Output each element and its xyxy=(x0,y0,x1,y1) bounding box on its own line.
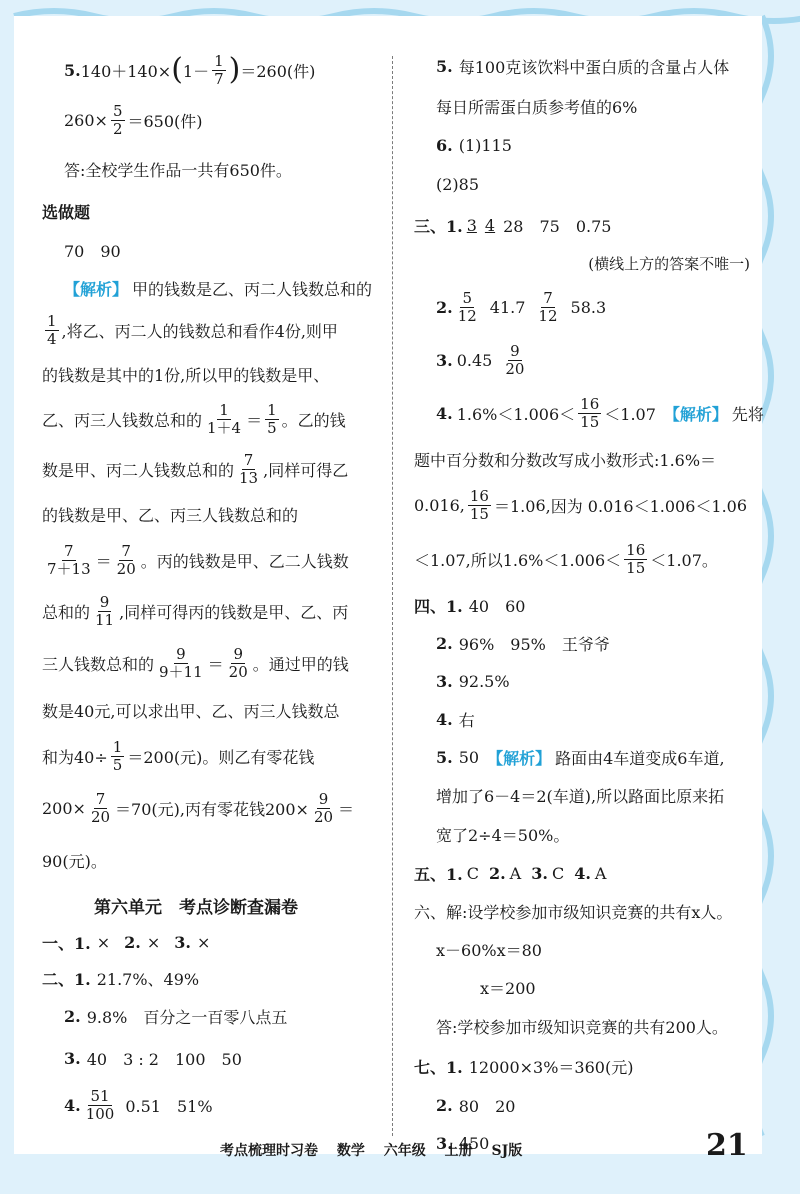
unit-title: 第六单元 考点诊断查漏卷 xyxy=(94,897,298,918)
analysis-p12: 200× $\frac{7}{20}$ ＝70(元),丙有零花钱200× $\frac{9}{20}$ ＝ xyxy=(42,790,355,826)
page-footer xyxy=(220,1140,536,1160)
analysis-tag: 【解析】 xyxy=(64,279,129,299)
footer-grade: 六年级 xyxy=(383,1143,426,1159)
r-q6a: 6. (1)115 xyxy=(436,135,512,155)
r-q6b: (2)85 xyxy=(436,174,480,194)
left-column xyxy=(42,46,377,1130)
analysis-p5: 数是甲、丙二人钱数总和的 $\frac{7}{13}$ ,同样可得乙 xyxy=(42,451,349,487)
r-s5: 五、1. C 2. A 3. C 4. A xyxy=(414,863,607,884)
fraction: $\frac{1}{7}$ xyxy=(214,52,224,88)
page-number: 21 xyxy=(706,1128,748,1163)
analysis-p4: 乙、丙三人钱数总和的 $\frac{1}{1+4}$ ＝ $\frac{1}{5}$ 。乙的钱 xyxy=(42,401,346,437)
analysis-p1: 【解析】 甲的钱数是乙、丙二人钱数总和的 xyxy=(42,270,377,306)
r-s6-3: x＝200 xyxy=(480,978,536,998)
analysis-p13: 90(元)。 xyxy=(42,851,107,871)
r-s3-q4c: 0.016, $\frac{16}{15}$ ＝1.0 6 ,因为 0.016＜1.006＜1.0 6 xyxy=(414,487,748,523)
r-s3-q4a: 4. 1.6%＜1.006＜ $\frac{16}{15}$ ＜1.07 【解析】 先将 xyxy=(436,395,764,431)
r-s4-q1: 四、1. 40 60 xyxy=(414,596,526,616)
r-s3-q4d: ＜1.07,所以1.6%＜1.006＜ $\frac{16}{15}$ ＜1.07。 xyxy=(414,541,718,577)
r-q5b: 每日所需蛋白质参考值的6% xyxy=(436,97,638,117)
r-s7-2: 2. 80 20 xyxy=(436,1095,516,1116)
analysis-p10: 数是40元,可以求出甲、乙、丙三人钱数总 xyxy=(42,701,340,721)
r-s3-q4b: 题中百分数和分数改写成小数形式:1.6%＝ xyxy=(414,450,717,470)
r-q5: 5. 每100克该饮料中蛋白质的含量占人体 xyxy=(436,56,730,77)
fraction: $\frac{5}{2}$ xyxy=(112,102,123,138)
r-s4-q5b: 增加了6－4＝2(车道),所以路面比原来拓 xyxy=(436,786,725,806)
r-s4-q2: 2. 96% 95% 王爷爷 xyxy=(436,633,610,654)
analysis-tag: 【解析】 xyxy=(487,748,552,768)
r-s4-q5a: 5. 50 【解析】 路面由4车道变成6车道, xyxy=(436,747,725,768)
r-s3-q1: 三、1. 3 4 28 75 0.75 xyxy=(414,215,612,236)
r-s6-4: 答:学校参加市级知识竞赛的共有200人。 xyxy=(436,1017,728,1037)
optional-title: 选做题 xyxy=(42,202,91,222)
analysis-p2: $\frac{1}{4}$ ,将乙、丙二人的钱数总和看作4份,则甲 xyxy=(47,312,338,348)
analysis-p9: 三人钱数总和的 $\frac{9}{9+11}$ ＝ $\frac{9}{20}$ 。通过甲的钱 xyxy=(42,645,349,681)
footer-edition: SJ版 xyxy=(491,1143,523,1159)
footer-volume: 上册 xyxy=(444,1143,473,1159)
r-s4-q4: 4. 右 xyxy=(436,709,475,730)
right-column xyxy=(414,46,764,1162)
analysis-tag: 【解析】 xyxy=(663,404,728,424)
q5-line2: 260× $\frac{5}{2}$ ＝650(件) xyxy=(64,102,203,138)
r-s6-1: 六、解:设学校参加市级知识竞赛的共有x人。 xyxy=(414,902,733,922)
analysis-p11: 和为40÷ $\frac{1}{5}$ ＝200(元)。则乙有零花钱 xyxy=(42,738,315,774)
r-s7-1: 七、1. 12000×3%＝360(元) xyxy=(414,1057,634,1077)
analysis-p8: 总和的 $\frac{9}{11}$ ,同样可得丙的钱数是甲、乙、丙 xyxy=(42,593,349,629)
r-s4-q3: 3. 92.5% xyxy=(436,671,510,691)
optional-values: 70 90 xyxy=(64,241,121,261)
footer-subject: 数学 xyxy=(336,1143,365,1159)
r-s3-q2: 2. $\frac{5}{12}$ 41.7 $\frac{7}{12}$ 58.3 xyxy=(436,289,607,325)
analysis-p3: 的钱数是其中的1份,所以甲的钱数是甲、 xyxy=(42,365,330,385)
r-s6-2: x－60%x＝80 xyxy=(436,940,542,960)
r-s3-q3: 3. 0.45 $\frac{9}{20}$ xyxy=(436,342,525,378)
r-s7-3: 3. 450 xyxy=(436,1133,490,1153)
section-2-q1: 二、1. 21.7%、49% xyxy=(42,969,200,989)
section-2-q3: 3. 40 3 : 2 100 50 xyxy=(64,1048,242,1069)
q5-line1: 5. 140＋140× ( 1－ $\frac{1}{7}$ ) ＝260(件) xyxy=(64,52,316,88)
section-2-q4: 4. $\frac{51}{100}$ 0.51 51% xyxy=(64,1087,213,1123)
r-s3-note: (横线上方的答案不唯一) xyxy=(588,254,750,273)
footer-book: 考点梳理时习卷 xyxy=(220,1143,318,1159)
section-2-q2: 2. 9.8% 百分之一百零八点五 xyxy=(64,1006,288,1027)
analysis-p6: 的钱数是甲、乙、丙三人钱数总和的 xyxy=(42,505,299,525)
analysis-p7: $\frac{7}{7+13}$ ＝ $\frac{7}{20}$ 。丙的钱数是甲、乙二人钱数 xyxy=(47,542,349,578)
column-divider xyxy=(392,56,393,1136)
section-1: 一、1. × 2. × 3. × xyxy=(42,932,211,953)
r-s4-q5c: 宽了2÷4＝50%。 xyxy=(436,825,570,845)
q5-answer: 答:全校学生作品一共有650件。 xyxy=(64,160,292,180)
